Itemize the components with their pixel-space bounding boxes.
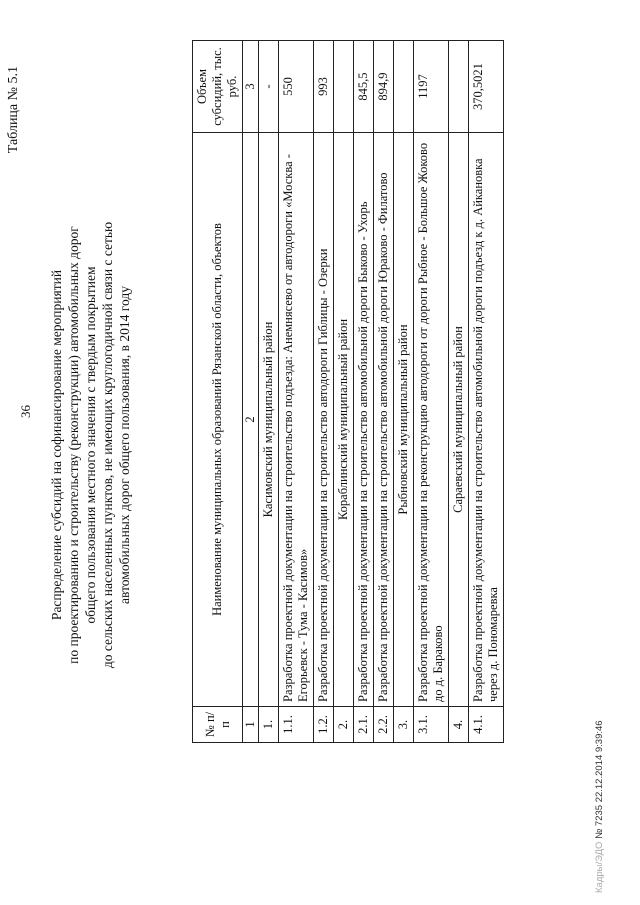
row-name: Касимовский муниципальный район <box>259 133 279 707</box>
table-header-row <box>193 41 243 743</box>
header-volume: Объем субсидий, тыс. руб. <box>193 41 243 133</box>
row-name: Разработка проектной документации на строительство автомобильной дороги подъезд к д. Айкановка через д. Пономаревка <box>469 133 504 707</box>
row-number: 3.1. <box>414 707 449 743</box>
column-index-row <box>243 41 259 743</box>
row-volume: 894,9 <box>374 41 394 133</box>
title-line: до сельских населенных пунктов, не имеющих круглогодичной связи с сетью <box>100 221 115 669</box>
row-volume: 550 <box>279 41 314 133</box>
document-title <box>48 175 133 715</box>
row-name: Сараевский муниципальный район <box>449 133 469 707</box>
row-number: 2. <box>334 707 354 743</box>
table-row <box>374 41 394 743</box>
table-label: Таблица № 5.1 <box>6 66 21 154</box>
subsidy-table <box>192 40 504 743</box>
row-name: Рыбновский муниципальный район <box>394 133 414 707</box>
row-name: Разработка проектной документации на строительство автодороги Гиблицы - Озерки <box>314 133 334 707</box>
row-volume: 370,5021 <box>469 41 504 133</box>
row-volume <box>334 41 354 133</box>
row-number: 1.1. <box>279 707 314 743</box>
row-number: 2.1. <box>354 707 374 743</box>
row-volume: 845,5 <box>354 41 374 133</box>
header-name: Наименование муниципальных образований Рязанской области, объектов <box>193 133 243 707</box>
row-number: 1.2. <box>314 707 334 743</box>
registration-stamp <box>594 720 605 893</box>
row-name: Разработка проектной документации на строительство подъезда: Анемнясево от автодороги «Москва - Егорьевск - Тума - Касимов» <box>279 133 314 707</box>
row-number: 2.2. <box>374 707 394 743</box>
registration-number: № 7235 22.12.2014 9:39:46 <box>594 720 605 839</box>
row-name: Кораблинский муниципальный район <box>334 133 354 707</box>
header-number: № п/п <box>193 707 243 743</box>
title-line: общего пользования местного значения с твердым покрытием <box>83 266 98 624</box>
row-number: 4. <box>449 707 469 743</box>
table-row <box>314 41 334 743</box>
index-number: 1 <box>243 707 259 743</box>
index-name: 2 <box>243 133 259 707</box>
title-line: по проектированию и строительству (реконструкции) автомобильных дорог <box>66 226 81 664</box>
row-number: 4.1. <box>469 707 504 743</box>
table-row <box>354 41 374 743</box>
row-volume: 993 <box>314 41 334 133</box>
table-row-district <box>334 41 354 743</box>
table-row-district <box>449 41 469 743</box>
row-name: Разработка проектной документации на строительство автомобильной дороги Юраково - Филатово <box>374 133 394 707</box>
table-row-district <box>259 41 279 743</box>
row-volume <box>449 41 469 133</box>
row-number: 3. <box>394 707 414 743</box>
index-volume: 3 <box>243 41 259 133</box>
table-row-district <box>394 41 414 743</box>
title-line: Распределение субсидий на софинансирование мероприятий <box>49 269 64 621</box>
table-row <box>469 41 504 743</box>
table-row <box>414 41 449 743</box>
faint-mark: Кадры/ЭДО <box>594 838 605 893</box>
title-line: автомобильных дорог общего пользования, в 2014 году <box>117 286 132 604</box>
row-name: Разработка проектной документации на реконструкцию автодороги от дороги Рыбное - Большое Жоково до д. Бараково <box>414 133 449 707</box>
row-name: Разработка проектной документации на строительство автомобильной дороги Быково - Ухорь <box>354 133 374 707</box>
row-number: 1. <box>259 707 279 743</box>
row-volume: - <box>259 41 279 133</box>
page-number: 36 <box>18 405 33 418</box>
table-row <box>279 41 314 743</box>
row-volume <box>394 41 414 133</box>
row-volume: 1197 <box>414 41 449 133</box>
